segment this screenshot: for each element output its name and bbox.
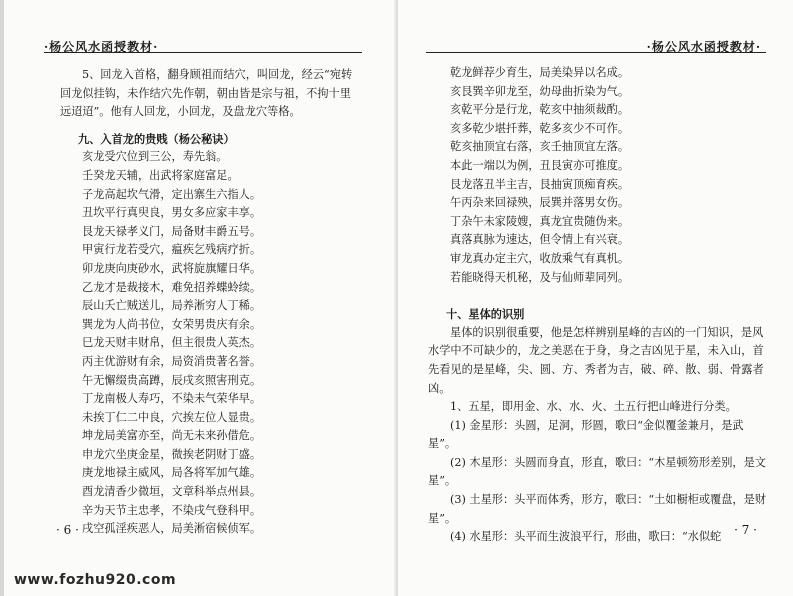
verse-line: 辛为天节主忠孝，不染戌气登科甲。 [82,503,262,517]
verse-line: 巳龙天财丰财帛，但主很贵人英杰。 [82,336,262,350]
verse-line: 若能晓得天机秘，及与仙师辈同列。 [450,270,630,284]
site-watermark: www.fozhu920.com [14,572,177,588]
verse-line: 子龙高起坎气滑，定出寨生六指人。 [82,187,262,201]
verse-line: 午无懈缀贵高蹲，辰戌亥照害刑克。 [82,373,262,387]
list-item: (3) 土星形：头平而体秀，形方，歌曰：“土如橱柜或覆盘，是财星”。 [428,493,766,525]
verse-line: 酉龙清香少微垣，文章科举点州县。 [82,485,262,499]
verse-line: 乙龙才是裁接木，难免招养蝶蛉续。 [82,280,262,294]
verse-line: 甲寅行龙若受穴，瘟疾乞残病疗折。 [82,243,262,257]
list-item: (1) 金星形：头圆，足洞，形圆，歌曰“金似覆釜兼月，是武星”。 [428,418,744,451]
running-header: ·杨公风水函授教材· [646,40,761,54]
verse-line: 丙主优游财有余，局资消贵著名誉。 [82,354,262,368]
verse-line: 艮龙落丑半主吉，艮抽寅顶痴育疾。 [450,177,630,191]
header-rule [426,52,766,53]
verse-line: 亥龙受穴位到三公，寿先翁。 [82,150,228,164]
left-body-text [60,66,360,539]
verse-line: 午丙杂来回禄殃，辰巽并落男女伤。 [450,196,630,210]
verse-line: 辰山夭亡贼送儿，局养淅穷人丁稀。 [82,299,262,313]
list-item: (4) 水星形：头平而生波浪平行，形曲，歌曰：“水似蛇 [450,530,722,544]
verse-line: 巽龙为人尚书位，女荣男贵庆有余。 [82,317,262,331]
header-rule [44,52,362,53]
verse-line: 乾龙鲜荐少育生，局美染异以名成。 [450,66,630,79]
right-body-text [428,64,768,547]
verse-line: 丑坎平行真臾良，男女多应家丰享。 [82,206,262,220]
verse-line: 真落真脉为速达，但令情上有兴衰。 [450,233,630,247]
section-heading: 九、入首龙的贵贱（杨公秘诀） [78,131,235,146]
verse-line: 亥艮巽辛卯龙至，幼母曲折染为气。 [450,84,630,98]
verse-line: 亥多乾少堪扦葬，乾多亥少不可作。 [450,121,630,135]
page-number: · 6 · [56,523,79,537]
section-paragraph: 星体的识别很重要，他是怎样辨别星峰的吉凶的一门知识，是风水学中不可缺少的，龙之美恶在于身，身之吉凶见于星，未入山，首先看见的是星峰，尖、圆、方、秀者为吉，破、碎、散、弱、骨露者凶。 [428,325,764,395]
page-edge-shadow [0,0,4,596]
verse-line: 艮龙天禄孝义门，局备财丰爵五号。 [82,224,262,238]
page-number: · 7 · [734,523,757,537]
running-header: ·杨公风水函授教材· [44,40,159,54]
verse-line: 庚龙地禄主威风，局各将军加气雄。 [82,466,262,480]
list-item: (2) 木星形：头圆而身直，形直，歌曰：“木星顿笏形差别，是文星”。 [428,455,766,488]
spacer [428,287,768,297]
verse-line: 未挨丁仁二中良，穴挨左位人显贵。 [82,410,262,424]
verse-line: 丁龙南极人寿巧，不染未气荣华早。 [82,392,262,406]
verse-line: 审龙真办定主穴，收放乘气有真机。 [450,251,630,265]
verse-line: 乾亥抽顶宜右落，亥壬抽顶宜左落。 [450,140,630,154]
right-page [398,0,793,596]
verse-line: 坤龙局美富亦至，尚无未来孙借危。 [82,429,262,443]
intro-paragraph: 5、回龙入首格，翻身顾祖而结穴，叫回龙，经云“宛转回龙似挂钩，未作结穴先作朝，朝由皆是宗与祖，不拘十里远迢迢”。他有人回龙，小回龙，及盘龙穴等格。 [60,68,353,119]
verse-line: 卯龙庚向庚砂水，武将旋旗耀日华。 [82,261,262,275]
section-heading: 十、星体的识别 [446,307,525,322]
verse-line: 亥乾平分是行龙，乾亥中抽须裁酌。 [450,103,630,117]
verse-line: 戌空孤淫疾恶人，局美淅宿候侦军。 [82,522,262,536]
verse-line: 壬癸龙天辅，出武将家庭富足。 [82,168,239,182]
verse-line: 申龙穴坐庚金星，微挨老阴财丁盛。 [82,447,262,461]
verse-line: 丁杂午未家陵嫂，真龙宜贵随伪来。 [450,214,630,228]
list-item: 1、五星，即用金、水、水、火、土五行把山峰进行分类。 [450,400,737,414]
verse-line: 本此一端以为例，丑艮寅亦可推度。 [450,158,630,172]
